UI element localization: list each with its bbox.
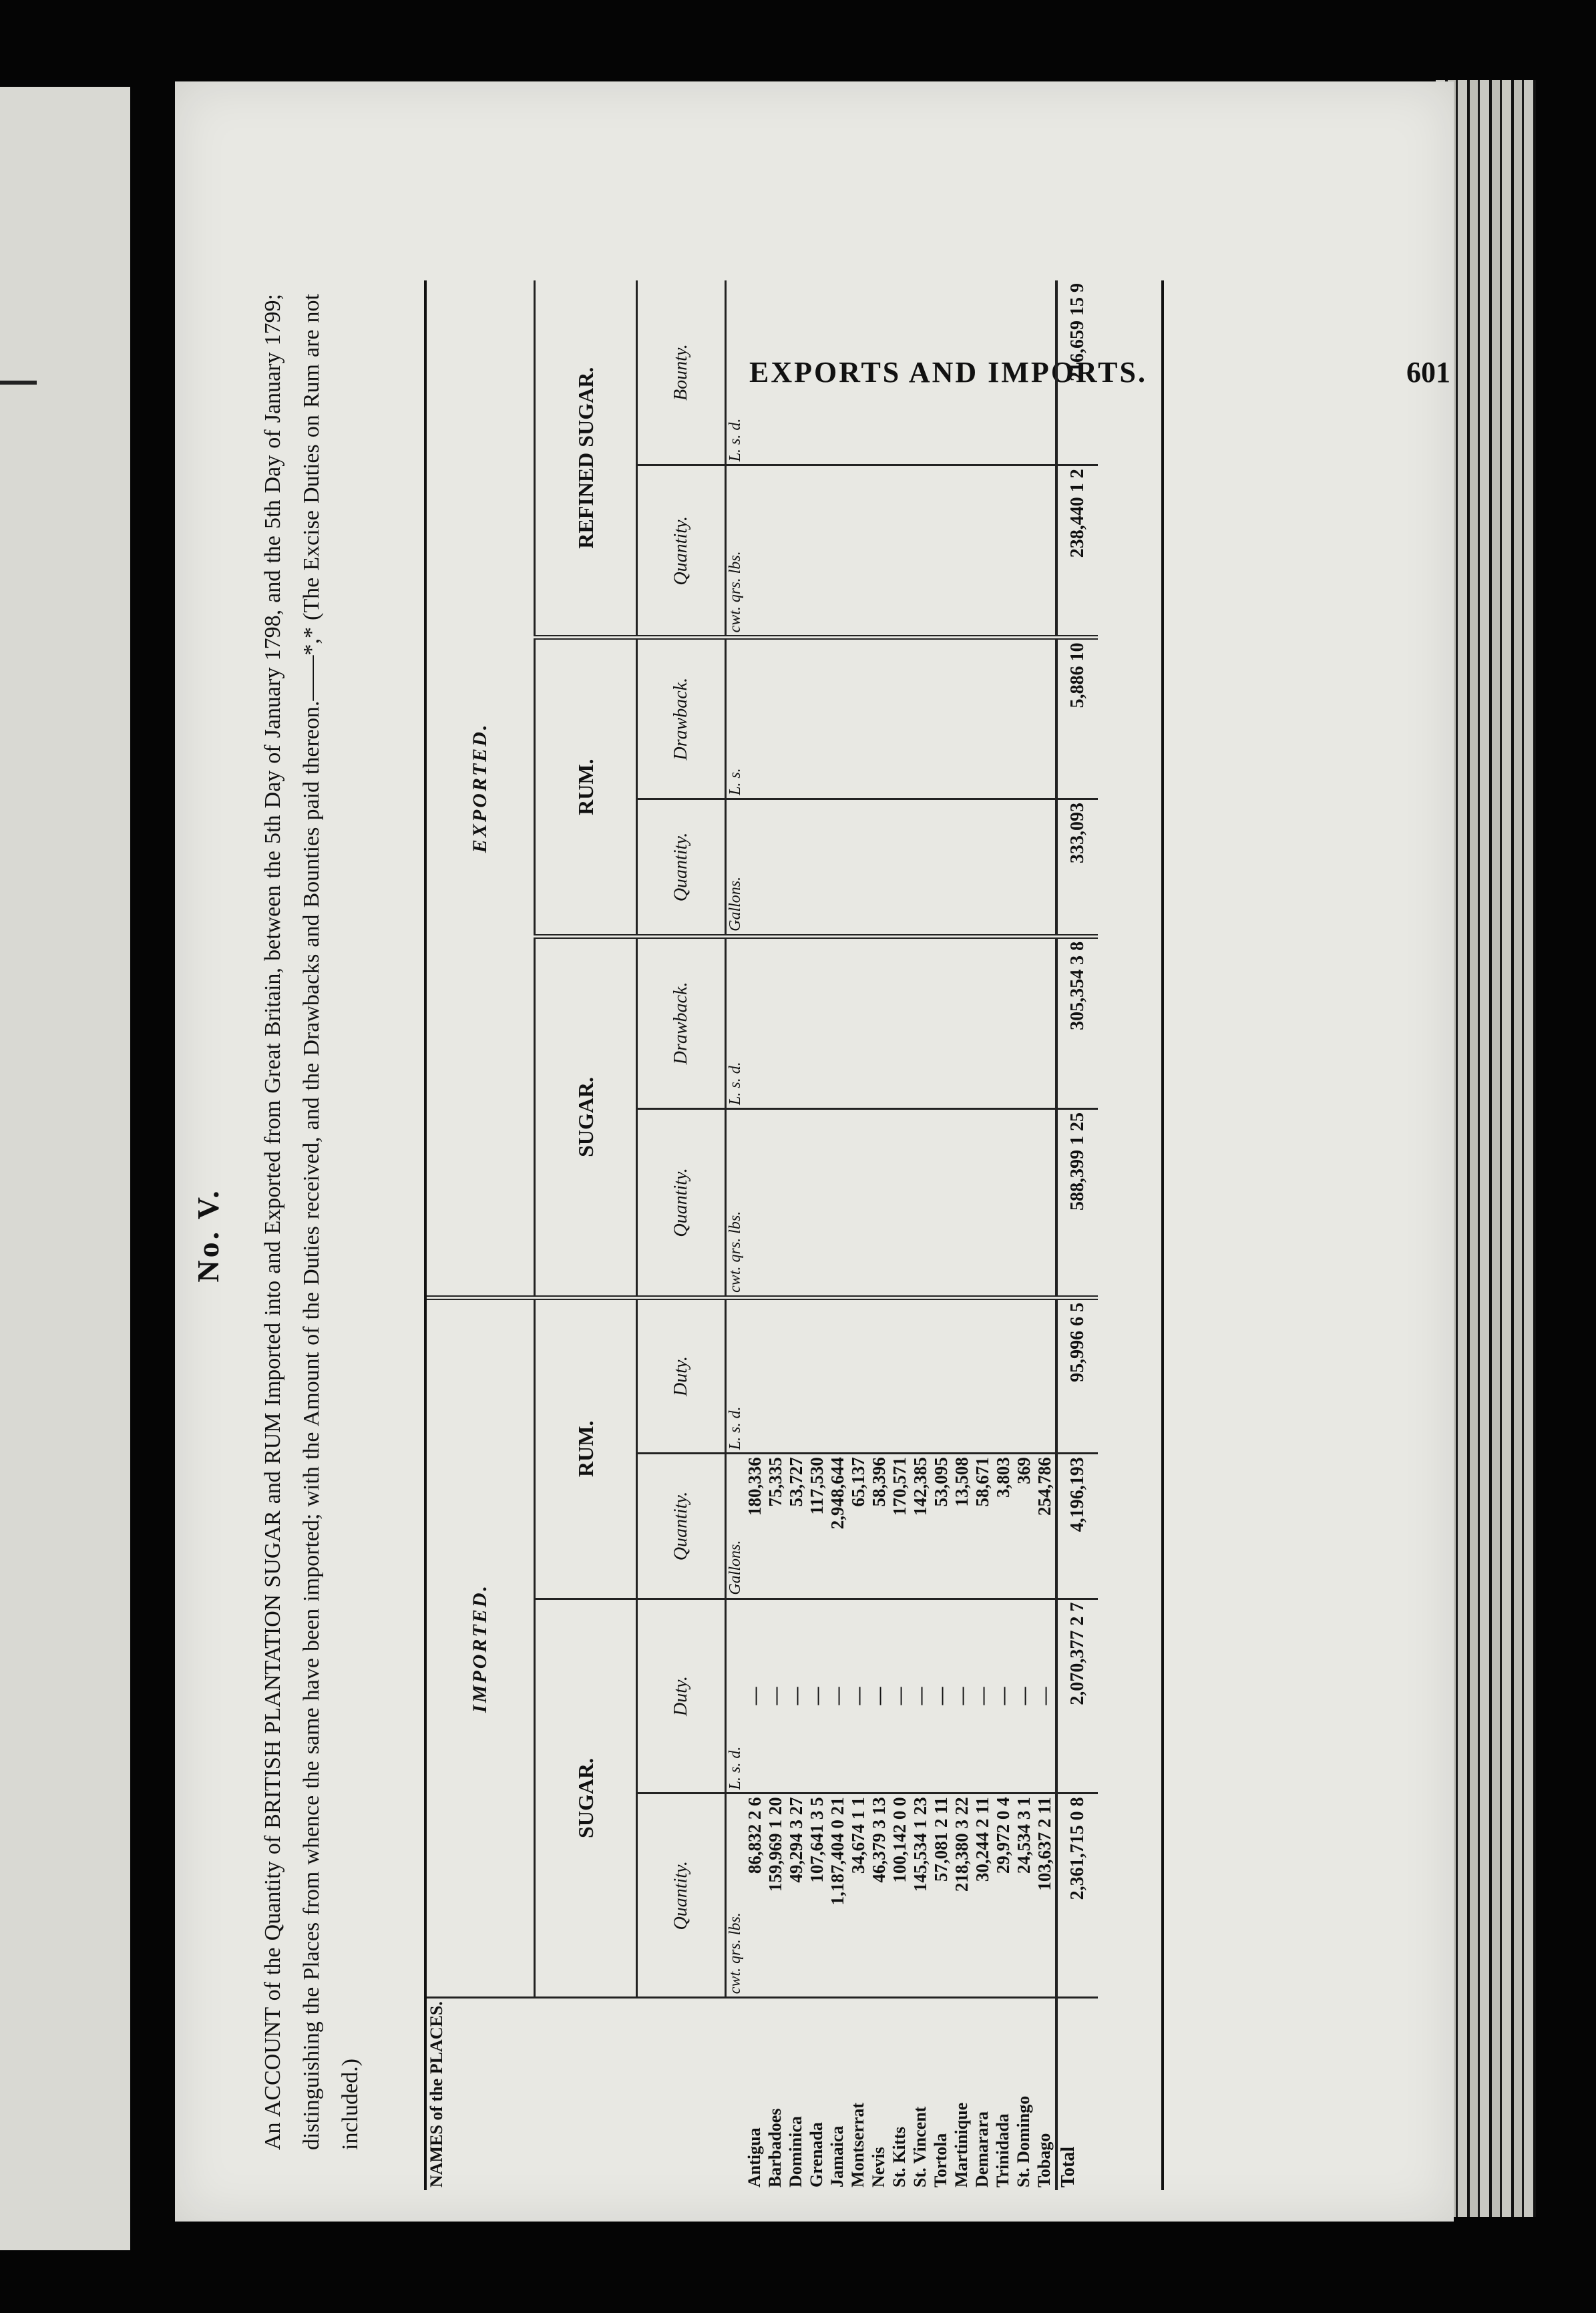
imp-rum-duty-header: Duty.	[637, 1297, 726, 1453]
refined-bounty-cell	[807, 280, 827, 465]
refined-bounty-cell	[786, 280, 807, 465]
exp-rum-drawback-cell	[827, 638, 848, 799]
refined-bounty-cell	[889, 280, 910, 465]
refined-qty-cell	[807, 465, 827, 638]
refined-bounty-cell	[1014, 280, 1034, 465]
imp-rum-qty-cell: 142,385	[910, 1454, 931, 1599]
exp-sugar-qty-cell	[786, 1108, 807, 1297]
exp-rum-qty-cell	[889, 799, 910, 937]
imp-sugar-qty-cell: 103,637 2 11	[1034, 1794, 1056, 1998]
imp-rum-duty-cell	[745, 1297, 765, 1453]
imp-rum-duty-cell	[1034, 1297, 1056, 1453]
exp-rum-qty-cell	[993, 799, 1014, 937]
table-row	[993, 280, 1014, 2190]
exported-rum-header: RUM.	[535, 638, 637, 936]
imp-sugar-qty-header: Quantity.	[637, 1794, 726, 1998]
exp-rum-qty-cell	[1014, 799, 1034, 937]
imp-sugar-duty-cell: —	[869, 1599, 889, 1794]
exp-sugar-drawback-header: Drawback.	[637, 936, 726, 1108]
imp-rum-duty-cell	[972, 1297, 993, 1453]
imp-sugar-duty-cell: —	[827, 1599, 848, 1794]
exp-sugar-qty-cell	[931, 1108, 952, 1297]
account-table	[424, 280, 1164, 2190]
unit-ls: L. s.	[726, 638, 745, 799]
exp-rum-drawback-cell	[952, 638, 972, 799]
document-number: No. V.	[191, 1188, 225, 1283]
exp-sugar-qty-cell	[848, 1108, 869, 1297]
imp-sugar-qty-cell: 46,379 3 13	[869, 1794, 889, 1998]
imp-sugar-duty-cell: —	[848, 1599, 869, 1794]
imp-rum-qty-cell: 58,396	[869, 1454, 889, 1599]
refined-qty-cell	[952, 465, 972, 638]
imp-rum-duty-cell	[952, 1297, 972, 1453]
refined-bounty-cell	[952, 280, 972, 465]
total-refined-qty: 238,440 1 2	[1056, 465, 1098, 638]
unit-lsd: L. s. d.	[726, 936, 745, 1108]
imp-rum-qty-cell: 2,948,644	[827, 1454, 848, 1599]
imp-rum-qty-cell: 53,727	[786, 1454, 807, 1599]
imp-sugar-duty-cell: —	[1014, 1599, 1034, 1794]
imp-rum-qty-cell: 170,571	[889, 1454, 910, 1599]
names-header: NAMES of the PLACES.	[427, 2001, 446, 2187]
exp-sugar-drawback-cell	[765, 936, 786, 1108]
unit-gallons: Gallons.	[726, 799, 745, 937]
imp-sugar-qty-cell: 29,972 0 4	[993, 1794, 1014, 1998]
exp-rum-qty-cell	[745, 799, 765, 937]
imp-sugar-duty-cell: —	[786, 1599, 807, 1794]
imp-rum-duty-cell	[993, 1297, 1014, 1453]
refined-bounty-cell	[972, 280, 993, 465]
exp-sugar-qty-cell	[765, 1108, 786, 1297]
exp-rum-qty-cell	[765, 799, 786, 937]
exp-rum-drawback-cell	[972, 638, 993, 799]
unit-cwt: cwt. qrs. lbs.	[726, 1794, 745, 1998]
place-name: Tortola	[931, 2133, 950, 2187]
imp-sugar-qty-cell: 24,534 3 1	[1014, 1794, 1034, 1998]
place-name: St. Vincent	[910, 2106, 930, 2187]
exp-sugar-qty-cell	[869, 1108, 889, 1297]
imp-rum-duty-cell	[931, 1297, 952, 1453]
imp-rum-duty-cell	[807, 1297, 827, 1453]
exp-rum-drawback-cell	[869, 638, 889, 799]
exp-sugar-qty-cell	[807, 1108, 827, 1297]
exp-rum-drawback-cell	[765, 638, 786, 799]
exp-sugar-qty-cell	[1034, 1108, 1056, 1297]
exp-rum-qty-cell	[827, 799, 848, 937]
imported-sugar-header: SUGAR.	[535, 1599, 637, 1998]
imp-rum-qty-cell: 180,336	[745, 1454, 765, 1599]
refined-qty-cell	[993, 465, 1014, 638]
exp-sugar-drawback-cell	[869, 936, 889, 1108]
exp-sugar-drawback-cell	[993, 936, 1014, 1108]
refined-qty-cell	[931, 465, 952, 638]
unit-cwt: cwt. qrs. lbs.	[726, 465, 745, 638]
table-row	[827, 280, 848, 2190]
table-row	[972, 280, 993, 2190]
exported-header: EXPORTED.	[427, 280, 535, 1297]
exp-rum-qty-header: Quantity.	[637, 799, 726, 937]
exported-sugar-header: SUGAR.	[535, 936, 637, 1297]
place-name: Grenada	[807, 2122, 826, 2187]
place-name: Nevis	[869, 2147, 888, 2187]
imp-sugar-duty-header: Duty.	[637, 1599, 726, 1794]
imp-rum-duty-cell	[827, 1297, 848, 1453]
place-name: Jamaica	[827, 2125, 847, 2187]
imp-rum-qty-cell: 65,137	[848, 1454, 869, 1599]
total-imp-rum-qty: 4,196,193	[1056, 1454, 1098, 1599]
exp-rum-drawback-cell	[889, 638, 910, 799]
exp-sugar-qty-cell	[889, 1108, 910, 1297]
exp-rum-qty-cell	[807, 799, 827, 937]
exp-rum-drawback-cell	[910, 638, 931, 799]
place-name: Martinique	[952, 2102, 971, 2187]
imp-sugar-duty-cell: —	[910, 1599, 931, 1794]
refined-bounty-cell	[993, 280, 1014, 465]
imp-sugar-qty-cell: 107,641 3 5	[807, 1794, 827, 1998]
imp-rum-qty-cell: 254,786	[1034, 1454, 1056, 1599]
table-row	[1014, 280, 1034, 2190]
exp-rum-drawback-cell	[993, 638, 1014, 799]
facing-page-mark	[0, 381, 37, 385]
refined-qty-cell	[848, 465, 869, 638]
refined-qty-cell	[889, 465, 910, 638]
imp-rum-qty-cell: 75,335	[765, 1454, 786, 1599]
imp-sugar-qty-cell: 34,674 1 1	[848, 1794, 869, 1998]
imp-sugar-qty-cell: 30,244 2 11	[972, 1794, 993, 1998]
refined-qty-header: Quantity.	[637, 465, 726, 638]
place-name: Montserrat	[848, 2102, 867, 2187]
exp-rum-drawback-cell	[1034, 638, 1056, 799]
exp-sugar-qty-cell	[910, 1108, 931, 1297]
exp-sugar-drawback-cell	[972, 936, 993, 1108]
refined-qty-cell	[910, 465, 931, 638]
place-name: St. Kitts	[889, 2127, 909, 2187]
imp-sugar-qty-cell: 1,187,404 0 21	[827, 1794, 848, 1998]
imp-rum-qty-cell: 3,803	[993, 1454, 1014, 1599]
exp-sugar-qty-cell	[993, 1108, 1014, 1297]
imp-sugar-duty-cell: —	[931, 1599, 952, 1794]
total-imp-sugar-qty: 2,361,715 0 8	[1056, 1794, 1098, 1998]
total-exp-sugar-drawback: 305,354 3 8	[1056, 936, 1098, 1108]
total-row	[1056, 280, 1098, 2190]
refined-qty-cell	[765, 465, 786, 638]
exp-sugar-drawback-cell	[827, 936, 848, 1108]
table-row	[952, 280, 972, 2190]
refined-bounty-cell	[1034, 280, 1056, 465]
exp-sugar-qty-cell	[1014, 1108, 1034, 1297]
exp-sugar-drawback-cell	[848, 936, 869, 1108]
imp-sugar-duty-cell: —	[889, 1599, 910, 1794]
exp-sugar-qty-cell	[745, 1108, 765, 1297]
imp-rum-qty-cell: 53,095	[931, 1454, 952, 1599]
table-row	[931, 280, 952, 2190]
exp-rum-drawback-cell	[745, 638, 765, 799]
imp-rum-qty-cell: 13,508	[952, 1454, 972, 1599]
imp-sugar-duty-cell: —	[952, 1599, 972, 1794]
document-caption: An ACCOUNT of the Quantity of BRITISH PLANTATION SUGAR and RUM Imported into and Exported from Great Britain, between the 5th Day of January 1798, and the 5th Day of January 1799; distinguishing the Places from whence the same have been imported; with the Amount of the Duties received, and the Drawbacks and Bounties paid thereon.——*,* (The Excise Duties on Rum are not included.)	[260, 294, 363, 2150]
imported-rum-header: RUM.	[535, 1297, 637, 1599]
exp-rum-qty-cell	[1034, 799, 1056, 937]
refined-bounty-cell	[848, 280, 869, 465]
place-name: Antigua	[745, 2127, 764, 2187]
imp-sugar-duty-cell: —	[993, 1599, 1014, 1794]
imp-rum-duty-cell	[1014, 1297, 1034, 1453]
unit-lsd: L. s. d.	[726, 1297, 745, 1453]
imp-sugar-qty-cell: 218,380 3 22	[952, 1794, 972, 1998]
place-name: Barbadoes	[765, 2108, 785, 2187]
table-row	[1034, 280, 1056, 2190]
table-row	[807, 280, 827, 2190]
exp-rum-drawback-cell	[786, 638, 807, 799]
table-row	[765, 280, 786, 2190]
table-row	[848, 280, 869, 2190]
total-exp-rum-drawback: 5,886 10	[1056, 638, 1098, 799]
table-body	[745, 280, 1056, 2190]
exp-sugar-drawback-cell	[1014, 936, 1034, 1108]
unit-cwt: cwt. qrs. lbs.	[726, 1108, 745, 1297]
refined-qty-cell	[1014, 465, 1034, 638]
table-row	[869, 280, 889, 2190]
place-name: Trinidada	[993, 2113, 1012, 2187]
exp-sugar-drawback-cell	[952, 936, 972, 1108]
imp-rum-qty-cell: 369	[1014, 1454, 1034, 1599]
refined-bounty-header: Bounty.	[637, 280, 726, 465]
refined-qty-cell	[869, 465, 889, 638]
refined-qty-cell	[827, 465, 848, 638]
unit-gallons: Gallons.	[726, 1454, 745, 1599]
exp-rum-drawback-cell	[1014, 638, 1034, 799]
exp-sugar-drawback-cell	[931, 936, 952, 1108]
imp-rum-qty-header: Quantity.	[637, 1454, 726, 1599]
exp-rum-drawback-cell	[931, 638, 952, 799]
imp-sugar-duty-cell: —	[1034, 1599, 1056, 1794]
exp-sugar-drawback-cell	[889, 936, 910, 1108]
imp-sugar-duty-cell: —	[745, 1599, 765, 1794]
total-exp-sugar-qty: 588,399 1 25	[1056, 1108, 1098, 1297]
exp-sugar-qty-cell	[972, 1108, 993, 1297]
imp-sugar-qty-cell: 145,534 1 23	[910, 1794, 931, 1998]
refined-qty-cell	[1034, 465, 1056, 638]
imported-header: IMPORTED.	[427, 1297, 535, 1997]
exp-rum-drawback-header: Drawback.	[637, 638, 726, 799]
unit-lsd: L. s. d.	[726, 1599, 745, 1794]
total-exp-rum-qty: 333,093	[1056, 799, 1098, 937]
total-imp-rum-duty: 95,996 6 5	[1056, 1297, 1098, 1453]
imp-rum-duty-cell	[869, 1297, 889, 1453]
imp-rum-duty-cell	[786, 1297, 807, 1453]
refined-bounty-cell	[869, 280, 889, 465]
table-row	[745, 280, 765, 2190]
exp-sugar-drawback-cell	[807, 936, 827, 1108]
refined-bounty-cell	[931, 280, 952, 465]
imp-rum-duty-cell	[848, 1297, 869, 1453]
imp-sugar-qty-cell: 86,832 2 6	[745, 1794, 765, 1998]
exp-rum-drawback-cell	[848, 638, 869, 799]
exp-rum-qty-cell	[952, 799, 972, 937]
table-row	[786, 280, 807, 2190]
page-number: 601	[1406, 356, 1450, 389]
exp-rum-qty-cell	[910, 799, 931, 937]
running-title: EXPORTS AND IMPORTS.	[749, 356, 1147, 389]
refined-bounty-cell	[910, 280, 931, 465]
refined-qty-cell	[972, 465, 993, 638]
imp-rum-qty-cell: 58,671	[972, 1454, 993, 1599]
facing-page	[0, 87, 130, 2250]
exp-rum-qty-cell	[972, 799, 993, 937]
exp-rum-qty-cell	[848, 799, 869, 937]
imp-sugar-duty-cell: —	[765, 1599, 786, 1794]
refined-qty-cell	[745, 465, 765, 638]
exp-sugar-drawback-cell	[745, 936, 765, 1108]
exp-rum-drawback-cell	[807, 638, 827, 799]
imp-rum-duty-cell	[889, 1297, 910, 1453]
exp-sugar-qty-cell	[952, 1108, 972, 1297]
total-imp-sugar-duty: 2,070,377 2 7	[1056, 1599, 1098, 1794]
imp-sugar-duty-cell: —	[807, 1599, 827, 1794]
place-name: Dominica	[786, 2116, 805, 2187]
imp-sugar-qty-cell: 159,969 1 20	[765, 1794, 786, 1998]
exp-rum-qty-cell	[869, 799, 889, 937]
table-row	[910, 280, 931, 2190]
place-name: St. Domingo	[1014, 2095, 1033, 2187]
rotated-table-block	[190, 280, 1165, 2190]
exp-sugar-drawback-cell	[910, 936, 931, 1108]
exp-sugar-qty-header: Quantity.	[637, 1108, 726, 1297]
refined-qty-cell	[786, 465, 807, 638]
imp-sugar-qty-cell: 100,142 0 0	[889, 1794, 910, 1998]
exp-sugar-qty-cell	[827, 1108, 848, 1297]
exp-rum-qty-cell	[931, 799, 952, 937]
place-name: Demarara	[972, 2111, 992, 2187]
imp-rum-duty-cell	[765, 1297, 786, 1453]
imp-rum-duty-cell	[910, 1297, 931, 1453]
imp-sugar-duty-cell: —	[972, 1599, 993, 1794]
exp-sugar-drawback-cell	[1034, 936, 1056, 1108]
table-row	[889, 280, 910, 2190]
imp-rum-qty-cell: 117,530	[807, 1454, 827, 1599]
imp-sugar-qty-cell: 57,081 2 11	[931, 1794, 952, 1998]
total-refined-bounty: 216,659 15 9	[1056, 280, 1098, 465]
total-label: Total	[1056, 1998, 1098, 2190]
exp-rum-qty-cell	[786, 799, 807, 937]
refined-bounty-cell	[765, 280, 786, 465]
refined-bounty-cell	[827, 280, 848, 465]
imp-sugar-qty-cell: 49,294 3 27	[786, 1794, 807, 1998]
exp-sugar-drawback-cell	[786, 936, 807, 1108]
refined-bounty-cell	[745, 280, 765, 465]
unit-lsd: L. s. d.	[726, 280, 745, 465]
place-name: Tobago	[1034, 2133, 1054, 2187]
refined-sugar-header: REFINED SUGAR.	[535, 280, 637, 638]
